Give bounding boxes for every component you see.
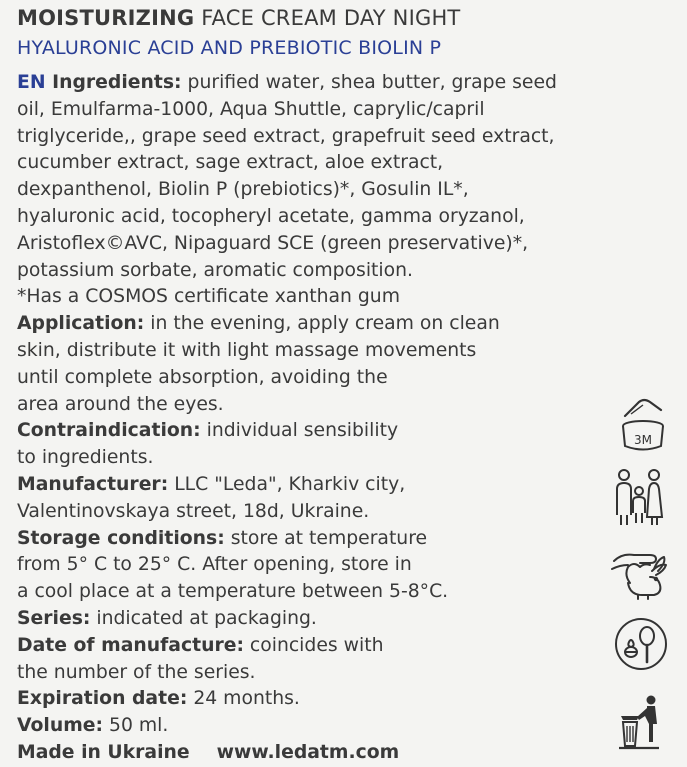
ingredients-line: potassium sorbate, aromatic composition. <box>17 259 413 281</box>
pao-jar-icon <box>617 396 669 454</box>
cosmos-note: *Has a COSMOS certificate xanthan gum <box>17 286 400 308</box>
ingredients-label: Ingredients: <box>45 72 182 93</box>
language-code: EN <box>17 72 46 93</box>
ingredients-line: triglyceride,, grape seed extract, grapefruit seed extract, <box>17 125 555 147</box>
product-subtitle: HYALURONIC ACID AND PREBIOTIC BIOLIN P <box>17 37 442 59</box>
manufacturer-line-1: Manufacturer: LLC "Leda", Kharkiv city, <box>17 473 406 495</box>
footer-line <box>17 740 617 767</box>
ingredients-line-1: EN Ingredients: purified water, shea butter, grape seed <box>17 72 557 93</box>
website-text: www.ledatm.com <box>216 741 400 763</box>
ingredients-line: hyaluronic acid, tocopheryl acetate, gamma oryzanol, <box>17 205 525 227</box>
application-line: until complete absorption, avoiding the <box>17 366 388 388</box>
application-line-1: Application: in the evening, apply cream on clean <box>17 313 500 335</box>
expiration-label: Expiration date: <box>17 688 188 710</box>
storage-line: a cool place at a temperature between 5-8°C. <box>17 581 449 603</box>
date-line: the number of the series. <box>17 661 256 683</box>
ingredients-line: oil, Emulfarma-1000, Aqua Shuttle, caprylic/capril <box>17 98 485 120</box>
cruelty-free-icon <box>610 545 670 601</box>
contraindication-line: to ingredients. <box>17 447 154 469</box>
ingredients-line: Aristoflex©AVC, Nipaguard SCE (green preservative)*, <box>17 232 529 254</box>
storage-label: Storage conditions: <box>17 527 225 549</box>
storage-line-1: Storage conditions: store at temperature <box>17 527 428 549</box>
volume-line: Volume: 50 ml. <box>17 715 169 737</box>
pao-label: 3M <box>634 433 652 447</box>
product-title: MOISTURIZING FACE CREAM DAY NIGHT <box>17 6 461 30</box>
ingredients-line: dexpanthenol, Biolin P (prebiotics)*, Gosulin IL*, <box>17 179 469 201</box>
manufacturer-line: Valentinovskaya street, 18d, Ukraine. <box>17 500 370 522</box>
series-label: Series: <box>17 607 91 629</box>
family-icon <box>612 467 668 527</box>
series-line: Series: indicated at packaging. <box>17 607 317 629</box>
tidy-man-icon <box>613 694 663 750</box>
date-line-1: Date of manufacture: coincides with <box>17 634 384 656</box>
contraindication-label: Contraindication: <box>17 420 201 442</box>
contraindication-line-1: Contraindication: individual sensibility <box>17 420 399 442</box>
application-label: Application: <box>17 313 145 335</box>
personal-use-icon <box>613 616 669 672</box>
date-label: Date of manufacture: <box>17 634 244 656</box>
volume-label: Volume: <box>17 715 104 737</box>
label-body <box>17 70 617 767</box>
storage-line: from 5° C to 25° C. After opening, store in <box>17 554 412 576</box>
application-line: skin, distribute it with light massage movements <box>17 339 477 361</box>
made-in-text: Made in Ukraine <box>17 741 190 763</box>
expiration-line: Expiration date: 24 months. <box>17 688 300 710</box>
ingredients-line: cucumber extract, sage extract, aloe extract, <box>17 152 444 174</box>
application-line: area around the eyes. <box>17 393 224 415</box>
manufacturer-label: Manufacturer: <box>17 473 169 495</box>
